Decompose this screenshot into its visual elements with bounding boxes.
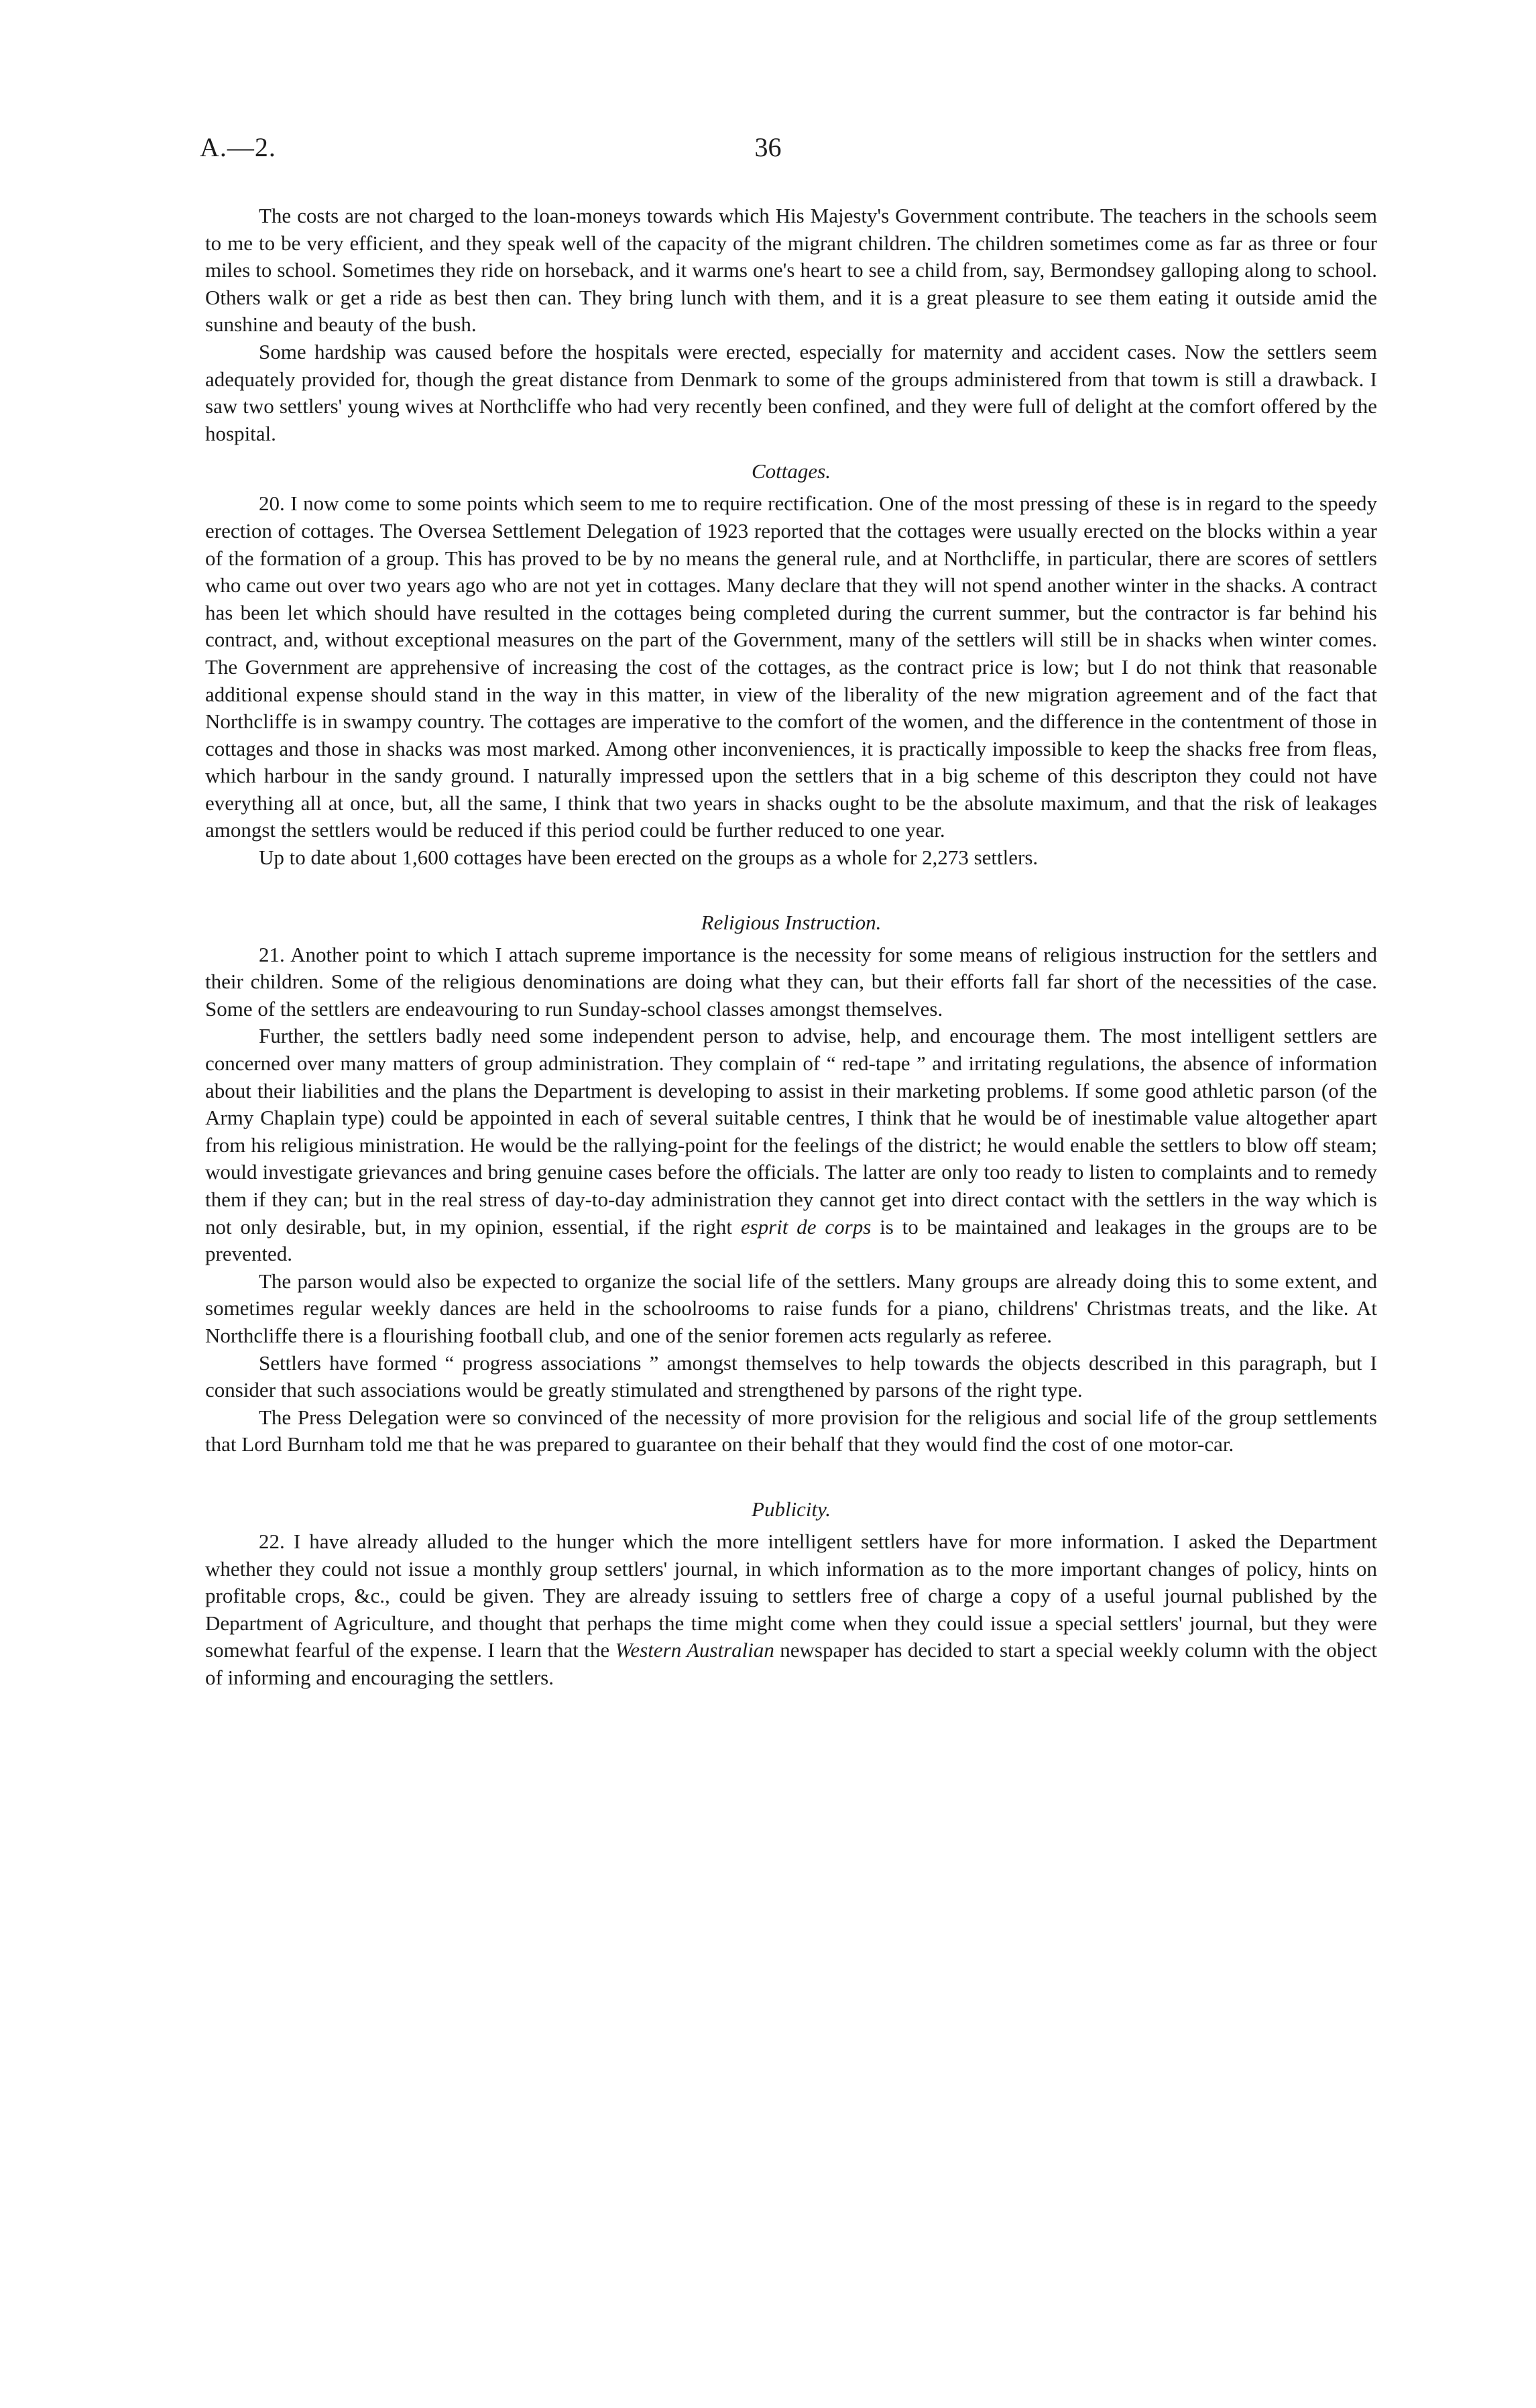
parson-text-after: is to be maintained and leakages in the groups are to be prevented. <box>205 1214 1378 1266</box>
paragraph-progress-associations: Settlers have formed “ progress associations ” amongst themselves to help towards the objects described in this paragraph, but I consider that such associations would be greatly stimulated and strengthened by parsons of the right type. <box>205 1351 1377 1402</box>
newspaper-name: Western Australian <box>615 1638 774 1662</box>
document-body <box>205 203 1377 1692</box>
section-heading-cottages: Cottages. <box>752 459 831 483</box>
paragraph-21-religious: 21. Another point to which I attach supreme importance is the necessity for some means of religious instruction for the settlers and their children. Some of the religious denominations are doing what they can, but their efforts fall far short of the necessities of the case. Some of the settlers are endeavouring to run Sunday-school classes amongst themselves. <box>205 942 1377 1021</box>
esprit-de-corps-phrase: esprit de corps <box>740 1214 872 1239</box>
section-heading-publicity: Publicity. <box>752 1497 831 1521</box>
paragraph-22-publicity <box>205 1528 1377 1692</box>
publicity-text-before: 22. I have already alluded to the hunger which the more intelligent settlers have for more information. I asked the Department whether they could not issue a monthly group settlers' journal, in which information as to the more important changes of policy, hints on profitable crops, &c., could be given. They are already issuing to settlers free of charge a copy of a useful journal published by the Department of Agriculture, and thought that perhaps the time might come when they could issue a special settlers' journal, but they were somewhat fearful of the expense. I learn that the <box>205 1529 1377 1662</box>
page-header <box>0 131 1536 172</box>
intro-paragraph-hospitals: Some hardship was caused before the hospitals were erected, especially for maternity and accident cases. Now the settlers seem adequately provided for, though the great distance from Denmark to some of the groups administered from that towm is still a drawback. I saw two settlers' young wives at Northcliffe who had very recently been confined, and they were full of delight at the comfort offered by the hospital. <box>205 339 1377 445</box>
paragraph-cottages-count: Up to date about 1,600 cottages have been erected on the groups as a whole for 2,273 settlers. <box>259 846 1039 870</box>
intro-paragraph-schools: The costs are not charged to the loan-moneys towards which His Majesty's Government contribute. The teachers in the schools seem to me to be very efficient, and they speak well of the capacity of the migrant children. The children sometimes come as far as three or four miles to school. Sometimes they ride on horseback, and it warms one's heart to see a child from, say, Bermondsey galloping along to school. Others walk or get a ride as best then can. They bring lunch with them, and it is a great pleasure to see them eating it outside amid the sunshine and beauty of the bush. <box>205 204 1377 337</box>
section-heading-religious-instruction: Religious Instruction. <box>701 910 882 934</box>
paragraph-press-delegation: The Press Delegation were so convinced of the necessity of more provision for the religious and social life of the group settlements that Lord Burnham told me that he was prepared to guarantee on their behalf that they would find the cost of one motor-car. <box>205 1405 1377 1456</box>
document-reference: A.—2. <box>200 132 276 162</box>
paragraph-parson-advisor <box>205 1023 1377 1267</box>
page-number: 36 <box>754 132 782 162</box>
paragraph-social-life: The parson would also be expected to organize the social life of the settlers. Many groups are already doing this to some extent, and sometimes regular weekly dances are held in the schoolrooms to raise funds for a piano, childrens' Christmas treats, and the like. At Northcliffe there is a flourishing football club, and one of the senior foremen acts regularly as referee. <box>205 1269 1377 1347</box>
publicity-text-after: newspaper has decided to start a special weekly column with the object of informing and encouraging the settlers. <box>205 1638 1377 1689</box>
parson-text-before: Further, the settlers badly need some independent person to advise, help, and encourage them. The most intelligent settlers are concerned over many matters of group administration. They complain of “ red-tape ” and irritating regulations, the absence of information about their liabilities and the plans the Department is developing to assist in their marketing problems. If some good athletic parson (of the Army Chaplain type) could be appointed in each of several suitable centres, I think that he would be of inestimable value altogether apart from his religious ministration. He would be the rallying-point for the feelings of the district; he would enable the settlers to blow off steam; would investigate grievances and bring genuine cases before the officials. The latter are only too ready to listen to complaints and to remedy them if they can; but in the real stress of day-to-day administration they cannot get into direct contact with the settlers in the way which is not only desirable, but, in my opinion, essential, if the right <box>205 1024 1377 1239</box>
paragraph-20-cottages: 20. I now come to some points which seem to me to require rectification. One of the most pressing of these is in regard to the speedy erection of cottages. The Oversea Settlement Delegation of 1923 reported that the cottages were usually erected on the blocks within a year of the formation of a group. This has proved to be by no means the general rule, and at Northcliffe, in particular, there are scores of settlers who came out over two years ago who are not yet in cottages. Many declare that they will not spend another winter in the shacks. A contract has been let which should have resulted in the cottages being completed during the current summer, but the contractor is far behind his contract, and, without exceptional measures on the part of the Government, many of the settlers will still be in shacks when winter comes. The Government are apprehensive of increasing the cost of the cottages, as the contract price is low; but I do not think that reasonable additional expense should stand in the way in this matter, in view of the liberality of the new migration agreement and of the fact that Northcliffe is in swampy country. The cottages are imperative to the comfort of the women, and the difference in the contentment of those in cottages and those in shacks was most marked. Among other inconveniences, it is practically impossible to keep the shacks free from fleas, which harbour in the sandy ground. I naturally impressed upon the settlers that in a big scheme of this descripton they could not have everything all at once, but, all the same, I think that two years in shacks ought to be the absolute maximum, and that the risk of leakages amongst the settlers would be reduced if this period could be further reduced to one year. <box>205 492 1377 842</box>
